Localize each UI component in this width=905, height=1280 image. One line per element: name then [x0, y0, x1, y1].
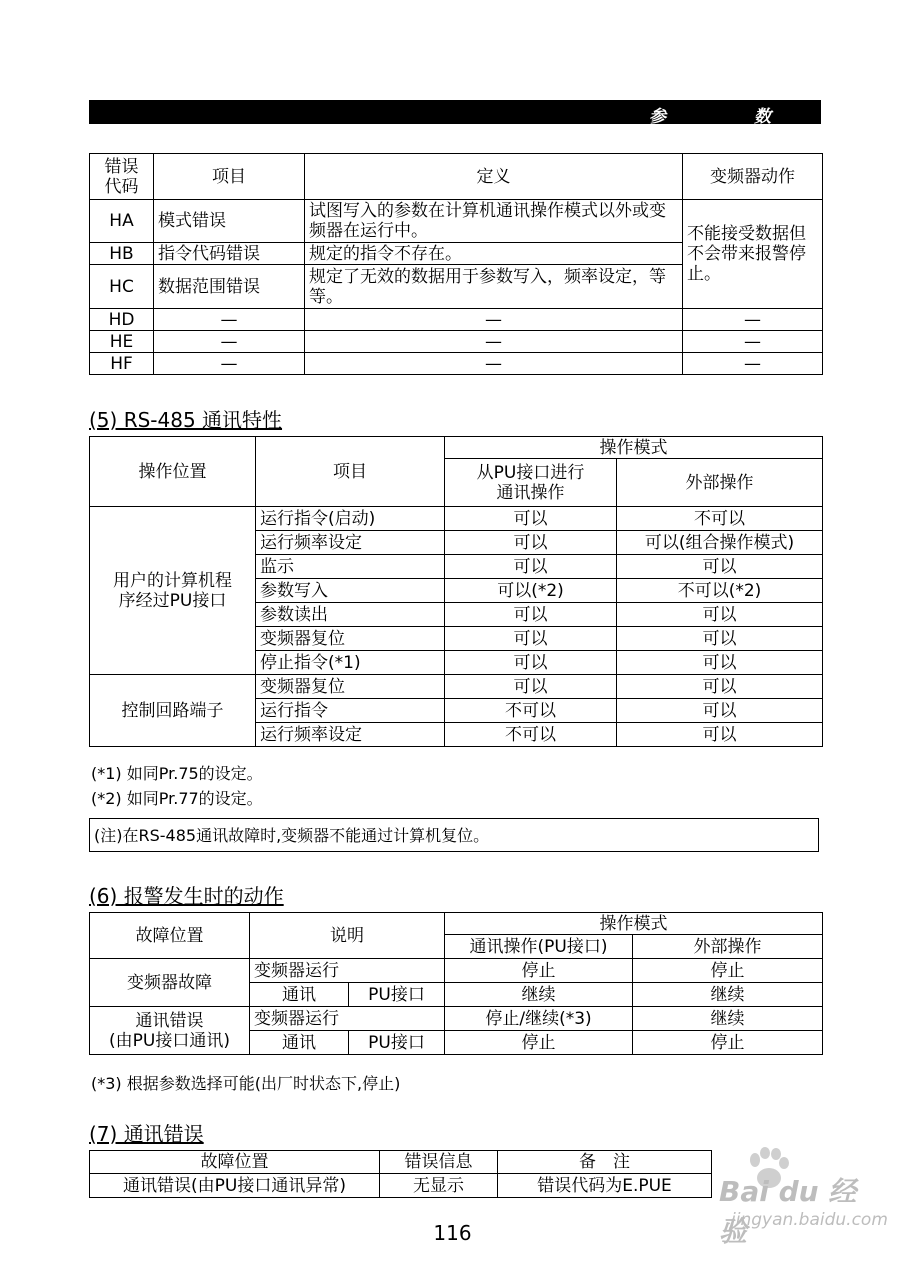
col-header-fault-position: 故障位置	[90, 913, 250, 959]
page-number: 116	[433, 1221, 472, 1245]
action-cell: —	[683, 353, 823, 375]
item-cell: 模式错误	[154, 200, 305, 243]
rs485-characteristics-table	[89, 436, 823, 747]
ext-cell: 可以	[617, 603, 823, 627]
pu-cell: 可以	[445, 531, 617, 555]
col-header-remark: 备 注	[498, 1151, 712, 1174]
code-cell: HF	[90, 353, 154, 375]
definition-cell: 试图写入的参数在计算机通讯操作模式以外或变频器在运行中。	[305, 200, 683, 243]
item-cell: 数据范围错误	[154, 265, 305, 309]
col-header-item: 项目	[154, 154, 305, 200]
comm-error-table	[89, 1150, 712, 1198]
item-cell: 运行频率设定	[256, 531, 445, 555]
item-cell: 指令代码错误	[154, 243, 305, 265]
col-header-error-info: 错误信息	[380, 1151, 498, 1174]
header-text-left: 参	[649, 107, 666, 127]
ext-cell: 停止	[633, 1031, 823, 1055]
col-header-external: 外部操作	[617, 459, 823, 507]
alarm-behavior-table	[89, 912, 823, 1055]
desc-cell-a: 通讯	[250, 983, 349, 1007]
col-header-fault-position: 故障位置	[90, 1151, 380, 1174]
item-cell: 监示	[256, 555, 445, 579]
item-cell: —	[154, 331, 305, 353]
comm-cell: 继续	[445, 983, 633, 1007]
section-7-title: (7) 通讯错误	[89, 1122, 204, 1146]
desc-cell-b: PU接口	[349, 1031, 445, 1055]
item-cell: 变频器复位	[256, 675, 445, 699]
footnote-1: (*1) 如同Pr.75的设定。	[91, 764, 263, 783]
pu-cell: 可以	[445, 507, 617, 531]
desc-cell-a: 通讯	[250, 1031, 349, 1055]
col-header-action: 变频器动作	[683, 154, 823, 200]
pu-cell: 可以	[445, 675, 617, 699]
ext-cell: 可以	[617, 555, 823, 579]
col-header-item: 项目	[256, 437, 445, 507]
comm-cell: 停止/继续(*3)	[445, 1007, 633, 1031]
col-header-mode: 操作模式	[445, 913, 823, 935]
group-control-terminal: 控制回路端子	[90, 675, 256, 747]
code-cell: HA	[90, 200, 154, 243]
merged-action-cell: 不能接受数据但不会带来报警停止。	[683, 200, 823, 309]
col-header-mode: 操作模式	[445, 437, 823, 459]
col-header-definition: 定义	[305, 154, 683, 200]
comm-cell: 停止	[445, 1031, 633, 1055]
item-cell: 运行频率设定	[256, 723, 445, 747]
ext-cell: 继续	[633, 1007, 823, 1031]
ext-cell: 可以	[617, 675, 823, 699]
group-computer-pu: 用户的计算机程 序经过PU接口	[90, 507, 256, 675]
group-inverter-fault: 变频器故障	[90, 959, 250, 1007]
item-cell: 变频器复位	[256, 627, 445, 651]
col-header-description: 说明	[250, 913, 445, 959]
ext-cell: 继续	[633, 983, 823, 1007]
section-6-title: (6) 报警发生时的动作	[89, 884, 284, 908]
remark-cell: 错误代码为E.PUE	[498, 1174, 712, 1198]
col-header-code: 错误 代码	[90, 154, 154, 200]
pu-cell: 可以	[445, 555, 617, 579]
pu-cell: 不可以	[445, 723, 617, 747]
watermark-url: jingyan.baidu.com	[731, 1210, 888, 1230]
code-cell: HD	[90, 309, 154, 331]
ext-cell: 停止	[633, 959, 823, 983]
desc-cell: 变频器运行	[250, 959, 445, 983]
definition-cell: 规定了无效的数据用于参数写入，频率设定，等等。	[305, 265, 683, 309]
fault-position-cell: 通讯错误(由PU接口通讯异常)	[90, 1174, 380, 1198]
code-cell: HC	[90, 265, 154, 309]
footnote-2: (*2) 如同Pr.77的设定。	[91, 789, 263, 808]
code-cell: HB	[90, 243, 154, 265]
col-header-comm: 通讯操作(PU接口)	[445, 935, 633, 959]
ext-cell: 可以	[617, 651, 823, 675]
item-cell: —	[154, 309, 305, 331]
col-header-position: 操作位置	[90, 437, 256, 507]
section-header-bar	[89, 100, 821, 127]
desc-cell: 变频器运行	[250, 1007, 445, 1031]
col-header-pu: 从PU接口进行 通讯操作	[445, 459, 617, 507]
boxed-note: (注)在RS-485通讯故障时,变频器不能通过计算机复位。	[89, 818, 819, 852]
pu-cell: 可以	[445, 603, 617, 627]
footnote-3: (*3) 根据参数选择可能(出厂时状态下,停止)	[91, 1074, 401, 1093]
item-cell: 运行指令(启动)	[256, 507, 445, 531]
item-cell: 停止指令(*1)	[256, 651, 445, 675]
ext-cell: 可以	[617, 627, 823, 651]
ext-cell: 可以(组合操作模式)	[617, 531, 823, 555]
code-cell: HE	[90, 331, 154, 353]
action-cell: —	[683, 331, 823, 353]
comm-cell: 停止	[445, 959, 633, 983]
header-text-right: 数	[754, 107, 771, 127]
definition-cell: —	[305, 331, 683, 353]
section-5-title: (5) RS-485 通讯特性	[89, 408, 283, 432]
desc-cell-b: PU接口	[349, 983, 445, 1007]
definition-cell: —	[305, 353, 683, 375]
error-info-cell: 无显示	[380, 1174, 498, 1198]
pu-cell: 可以(*2)	[445, 579, 617, 603]
definition-cell: 规定的指令不存在。	[305, 243, 683, 265]
item-cell: 运行指令	[256, 699, 445, 723]
item-cell: 参数写入	[256, 579, 445, 603]
pu-cell: 可以	[445, 651, 617, 675]
pu-cell: 不可以	[445, 699, 617, 723]
ext-cell: 不可以(*2)	[617, 579, 823, 603]
definition-cell: —	[305, 309, 683, 331]
watermark-brand: Bai du 经验	[719, 1175, 857, 1248]
action-cell: —	[683, 309, 823, 331]
item-cell: —	[154, 353, 305, 375]
group-comm-error: 通讯错误 (由PU接口通讯)	[90, 1007, 250, 1055]
ext-cell: 可以	[617, 723, 823, 747]
col-header-external: 外部操作	[633, 935, 823, 959]
item-cell: 参数读出	[256, 603, 445, 627]
ext-cell: 可以	[617, 699, 823, 723]
ext-cell: 不可以	[617, 507, 823, 531]
pu-cell: 可以	[445, 627, 617, 651]
error-code-table	[89, 153, 823, 375]
